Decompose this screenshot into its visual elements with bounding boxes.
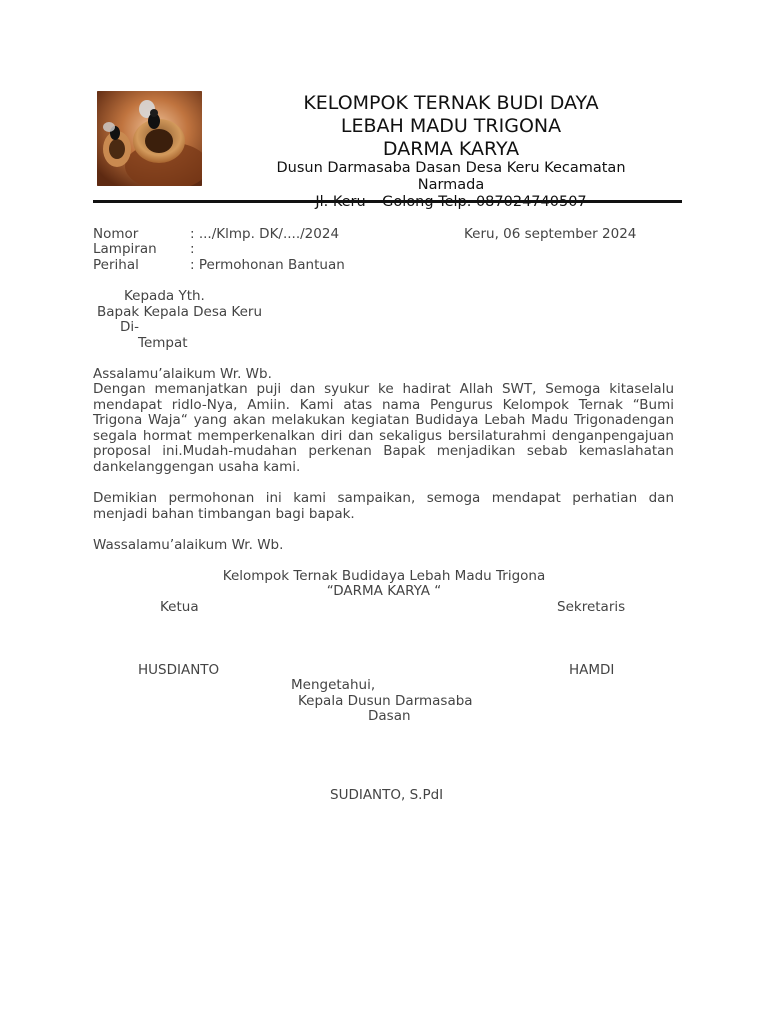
recipient-line4: Tempat (138, 335, 188, 351)
letterhead-line2: LEBAH MADU TRIGONA (340, 115, 562, 137)
greeting: Assalamu’alaikum Wr. Wb. (93, 366, 272, 382)
perihal-value: : Permohonan Bantuan (190, 257, 345, 273)
recipient-line3: Di- (120, 319, 140, 335)
body-paragraph-1: Dengan memanjatkan puji dan syukur ke hadirat Allah SWT, Semoga kitaselalu mendapat ridlo-Nya, Amiin. Kami atas nama Pengurus Kelompok Ternak “Bumi Trigona Waja“ yang akan melakukan kegiatan Budidaya Lebah Madu Trigonadengan segala hormat memperkenalkan diri dan sekaligus bersilaturahmi denganpengajuan proposal ini.Mudah-mudahan perkenan Bapak menjadikan sebab kemaslahatan dankelanggengan usaha kami. (93, 381, 674, 475)
closing-salutation: Wassalamu’alaikum Wr. Wb. (93, 537, 284, 553)
bee-logo-image (97, 91, 202, 186)
kadus-title-line1: Kepala Dusun Darmasaba (298, 693, 473, 709)
org-name-line2: “DARMA KARYA “ (326, 583, 442, 599)
lampiran-value: : (190, 241, 195, 257)
letterhead-divider (93, 200, 682, 203)
nomor-label: Nomor (93, 226, 139, 242)
sekretaris-title: Sekretaris (557, 599, 626, 615)
bee-photo-icon (97, 91, 202, 186)
letterhead-address2: Narmada (417, 177, 485, 193)
letterhead-address1: Dusun Darmasaba Dasan Desa Keru Kecamatan (276, 160, 626, 176)
recipient-line2: Bapak Kepala Desa Keru (97, 304, 263, 320)
perihal-label: Perihal (93, 257, 139, 273)
ketua-name: HUSDIANTO (138, 662, 220, 678)
recipient-line1: Kepada Yth. (124, 288, 205, 304)
letterhead-line1: KELOMPOK TERNAK BUDI DAYA (303, 92, 599, 114)
kadus-name: SUDIANTO, S.PdI (330, 787, 444, 803)
lampiran-label: Lampiran (93, 241, 157, 257)
mengetahui-label: Mengetahui, (291, 677, 376, 693)
ketua-title: Ketua (160, 599, 199, 615)
body-paragraph-2: Demikian permohonan ini kami sampaikan, semoga mendapat perhatian dan menjadi bahan timbangan bagi bapak. (93, 490, 674, 522)
nomor-value: : .../Klmp. DK/..../2024 (190, 226, 340, 242)
kadus-title-line2: Dasan (368, 708, 411, 724)
letterhead-line3: DARMA KARYA (382, 138, 520, 160)
sekretaris-name: HAMDI (569, 662, 615, 678)
org-name-line1: Kelompok Ternak Budidaya Lebah Madu Trigona (222, 568, 546, 584)
place-date: Keru, 06 september 2024 (464, 226, 637, 242)
